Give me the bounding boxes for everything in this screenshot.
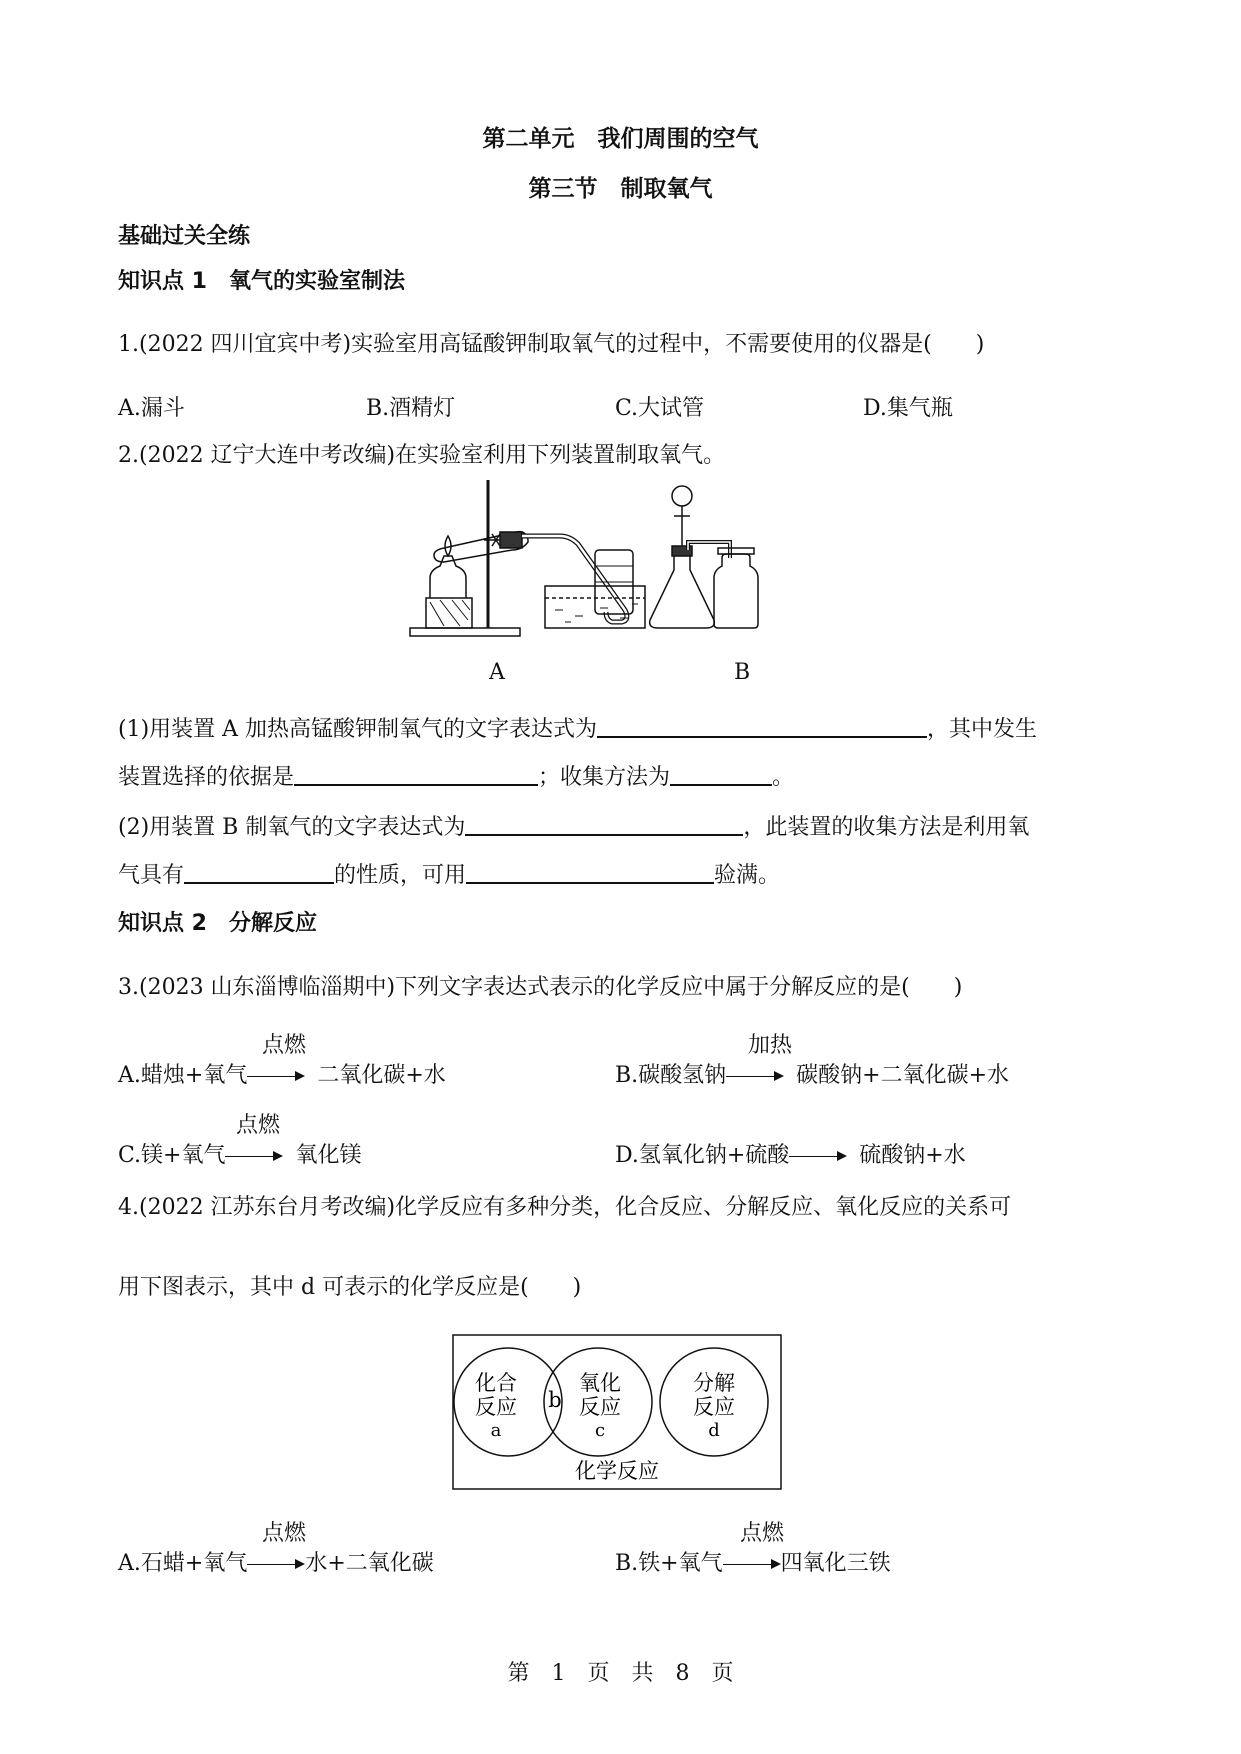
venn-caption: 化学反应 [575, 1459, 659, 1483]
q3c-condition: 点燃 [236, 1113, 281, 1138]
q1-option-b: B.酒精灯 [366, 396, 456, 421]
unit-title: 第二单元 我们周围的空气 [482, 126, 759, 152]
q1-option-d: D.集气瓶 [863, 396, 953, 421]
q4-option-b: B.铁+氧气 四氧化三铁 [615, 1551, 891, 1576]
venn-c3-line2: 反应 [693, 1395, 735, 1419]
q2-part1-line1: (1)用装置 A 加热高锰酸钾制氧气的文字表达式为 ，其中发生 [118, 712, 1037, 743]
venn-c3-line1: 分解 [693, 1371, 735, 1395]
arrow-icon [247, 1553, 305, 1575]
alcohol-lamp [430, 556, 466, 598]
venn-c3-letter: d [708, 1420, 720, 1441]
q3b-condition: 加热 [748, 1033, 793, 1058]
q2-part1-line2: 装置选择的依据是 ；收集方法为 。 [118, 760, 794, 791]
answer-blank[interactable] [670, 762, 772, 786]
label-apparatus-a: A [489, 660, 505, 685]
answer-blank[interactable] [294, 762, 538, 786]
q1-option-c: C.大试管 [615, 396, 705, 421]
separatory-funnel [672, 486, 692, 506]
knowledge-point-2: 知识点 2 分解反应 [118, 911, 317, 936]
arrow-icon [789, 1145, 847, 1167]
q3-option-a: A.蜡烛+氧气 二氧化碳+水 [118, 1063, 446, 1088]
conical-flask [650, 548, 715, 628]
venn-c1-line1: 化合 [475, 1371, 517, 1395]
answer-blank[interactable] [597, 714, 927, 738]
q4-option-a: A.石蜡+氧气 水+二氧化碳 [118, 1551, 434, 1576]
upright-bottle [714, 554, 758, 628]
question-4-stem-line2: 用下图表示，其中 d 可表示的化学反应是( ) [118, 1275, 582, 1300]
question-2-stem: 2.(2022 辽宁大连中考改编)在实验室利用下列装置制取氧气。 [118, 443, 726, 468]
page-footer: 第 1 页 共 8 页 [507, 1661, 734, 1686]
venn-c2-line2: 反应 [579, 1395, 621, 1419]
venn-c1-letter: a [490, 1420, 502, 1441]
arrow-icon [247, 1065, 305, 1087]
answer-blank[interactable] [466, 860, 714, 884]
q3-option-b: B.碳酸氢钠 碳酸钠+二氧化碳+水 [615, 1063, 1010, 1088]
q3-option-d: D.氢氧化钠+硫酸 硫酸钠+水 [615, 1143, 966, 1168]
practice-label: 基础过关全练 [118, 224, 251, 249]
venn-overlap-label: b [548, 1388, 562, 1412]
apparatus-figure [400, 470, 840, 650]
q2-part2-line2: 气具有 的性质，可用 验满。 [118, 858, 780, 889]
q3a-condition: 点燃 [262, 1033, 307, 1058]
q3-option-c: C.镁+氧气 氧化镁 [118, 1143, 362, 1168]
lamp-block [426, 598, 472, 628]
answer-blank[interactable] [465, 812, 743, 836]
stand-base [410, 628, 520, 636]
arrow-icon [723, 1553, 781, 1575]
venn-c2-letter: c [594, 1420, 606, 1441]
question-3-stem: 3.(2023 山东淄博临淄期中)下列文字表达式表示的化学反应中属于分解反应的是( ) [118, 975, 963, 1000]
q4b-condition: 点燃 [740, 1521, 785, 1546]
delivery-tube [522, 536, 627, 622]
venn-diagram [452, 1334, 782, 1490]
question-4-stem-line1: 4.(2022 江苏东台月考改编)化学反应有多种分类，化合反应、分解反应、氧化反应的关系可 [118, 1195, 1012, 1220]
venn-c2-line1: 氧化 [579, 1371, 621, 1395]
q2-part2-line1: (2)用装置 B 制氧气的文字表达式为 ，此装置的收集方法是利用氧 [118, 810, 1029, 841]
stopper [500, 532, 522, 548]
label-apparatus-b: B [734, 660, 751, 685]
answer-blank[interactable] [184, 860, 334, 884]
arrow-icon [726, 1065, 784, 1087]
connecting-tube [688, 542, 730, 558]
question-1-stem: 1.(2022 四川宜宾中考)实验室用高锰酸钾制取氧气的过程中，不需要使用的仪器是( ) [118, 332, 985, 357]
knowledge-point-1: 知识点 1 氧气的实验室制法 [118, 269, 405, 294]
q4a-condition: 点燃 [262, 1521, 307, 1546]
arrow-icon [225, 1145, 283, 1167]
section-title: 第三节 制取氧气 [528, 176, 713, 202]
q1-option-a: A.漏斗 [118, 396, 185, 421]
venn-c1-line2: 反应 [475, 1395, 517, 1419]
